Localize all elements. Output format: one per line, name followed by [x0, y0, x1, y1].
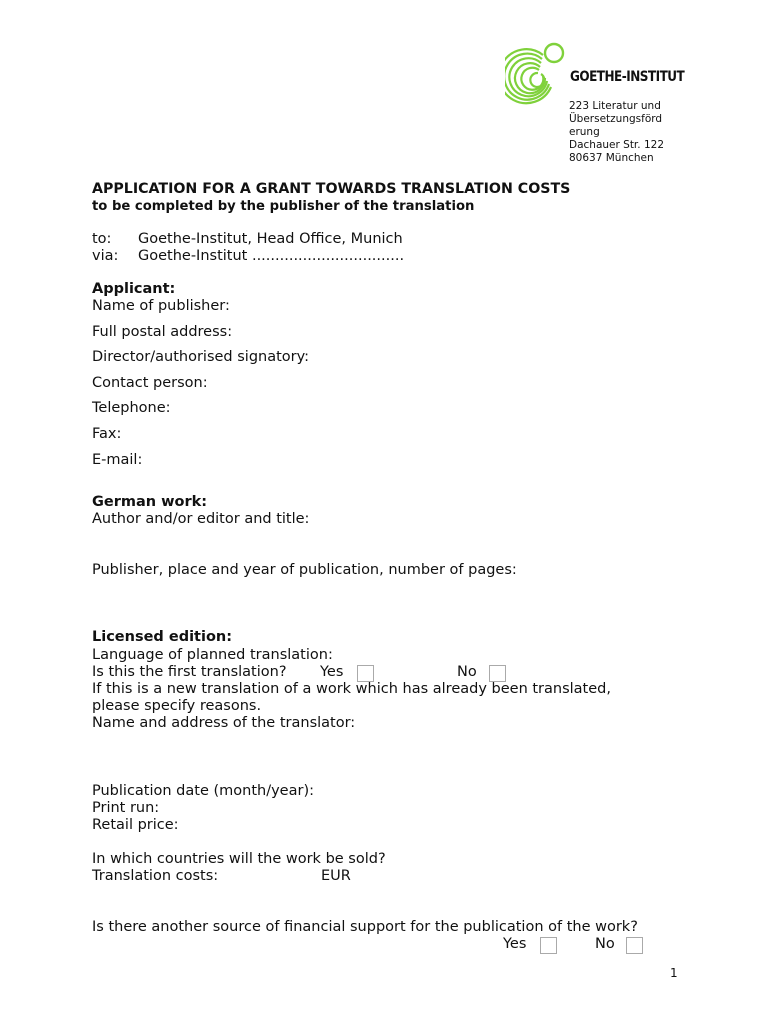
support-yes-checkbox[interactable]: [540, 937, 557, 954]
contact-person-field: Contact person:: [92, 375, 208, 391]
document-title: APPLICATION FOR A GRANT TOWARDS TRANSLATION COSTS: [92, 181, 571, 197]
publisher-info-field: Publisher, place and year of publication, number of pages:: [92, 562, 517, 578]
language-field: Language of planned translation:: [92, 647, 333, 663]
via-label: via:: [92, 248, 119, 264]
address-line: erung: [569, 126, 600, 138]
postal-address-field: Full postal address:: [92, 324, 233, 340]
fax-field: Fax:: [92, 426, 122, 442]
via-value: Goethe-Institut .................................: [138, 248, 405, 264]
document-subtitle: to be completed by the publisher of the translation: [92, 199, 475, 214]
first-yes-checkbox[interactable]: [357, 665, 374, 682]
address-line: Dachauer Str. 122: [569, 139, 665, 151]
director-field: Director/authorised signatory:: [92, 349, 310, 365]
publication-date-field: Publication date (month/year):: [92, 783, 314, 799]
translator-field: Name and address of the translator:: [92, 715, 356, 731]
email-field: E-mail:: [92, 452, 143, 468]
author-title-field: Author and/or editor and title:: [92, 511, 310, 527]
german-work-heading: German work:: [92, 494, 208, 510]
licensed-edition-heading: Licensed edition:: [92, 629, 233, 645]
applicant-heading: Applicant:: [92, 281, 176, 297]
to-label: to:: [92, 231, 112, 247]
goethe-logo-icon: [505, 41, 569, 105]
support-no-checkbox[interactable]: [626, 937, 643, 954]
support-no-label: No: [595, 936, 615, 952]
publisher-name-field: Name of publisher:: [92, 298, 230, 314]
first-no-label: No: [457, 664, 477, 680]
new-translation-text-2: please specify reasons.: [92, 698, 262, 714]
page-number: 1: [670, 966, 678, 980]
currency-label: EUR: [321, 868, 351, 884]
first-no-checkbox[interactable]: [489, 665, 506, 682]
first-translation-question: Is this the first translation?: [92, 664, 287, 680]
other-support-question: Is there another source of financial support for the publication of the work?: [92, 919, 638, 935]
address-line: 223 Literatur und: [569, 100, 661, 112]
retail-price-field: Retail price:: [92, 817, 179, 833]
first-yes-label: Yes: [320, 664, 344, 680]
to-value: Goethe-Institut, Head Office, Munich: [138, 231, 403, 247]
address-block: [569, 100, 664, 165]
address-line: 80637 München: [569, 152, 654, 164]
address-line: Übersetzungsförd: [569, 113, 663, 125]
countries-field: In which countries will the work be sold?: [92, 851, 386, 867]
translation-costs-label: Translation costs:: [92, 868, 219, 884]
telephone-field: Telephone:: [92, 400, 171, 416]
support-yes-label: Yes: [503, 936, 527, 952]
new-translation-text-1: If this is a new translation of a work which has already been translated,: [92, 681, 611, 697]
brand-wordmark: GOETHE-INSTITUT: [570, 69, 685, 85]
print-run-field: Print run:: [92, 800, 160, 816]
